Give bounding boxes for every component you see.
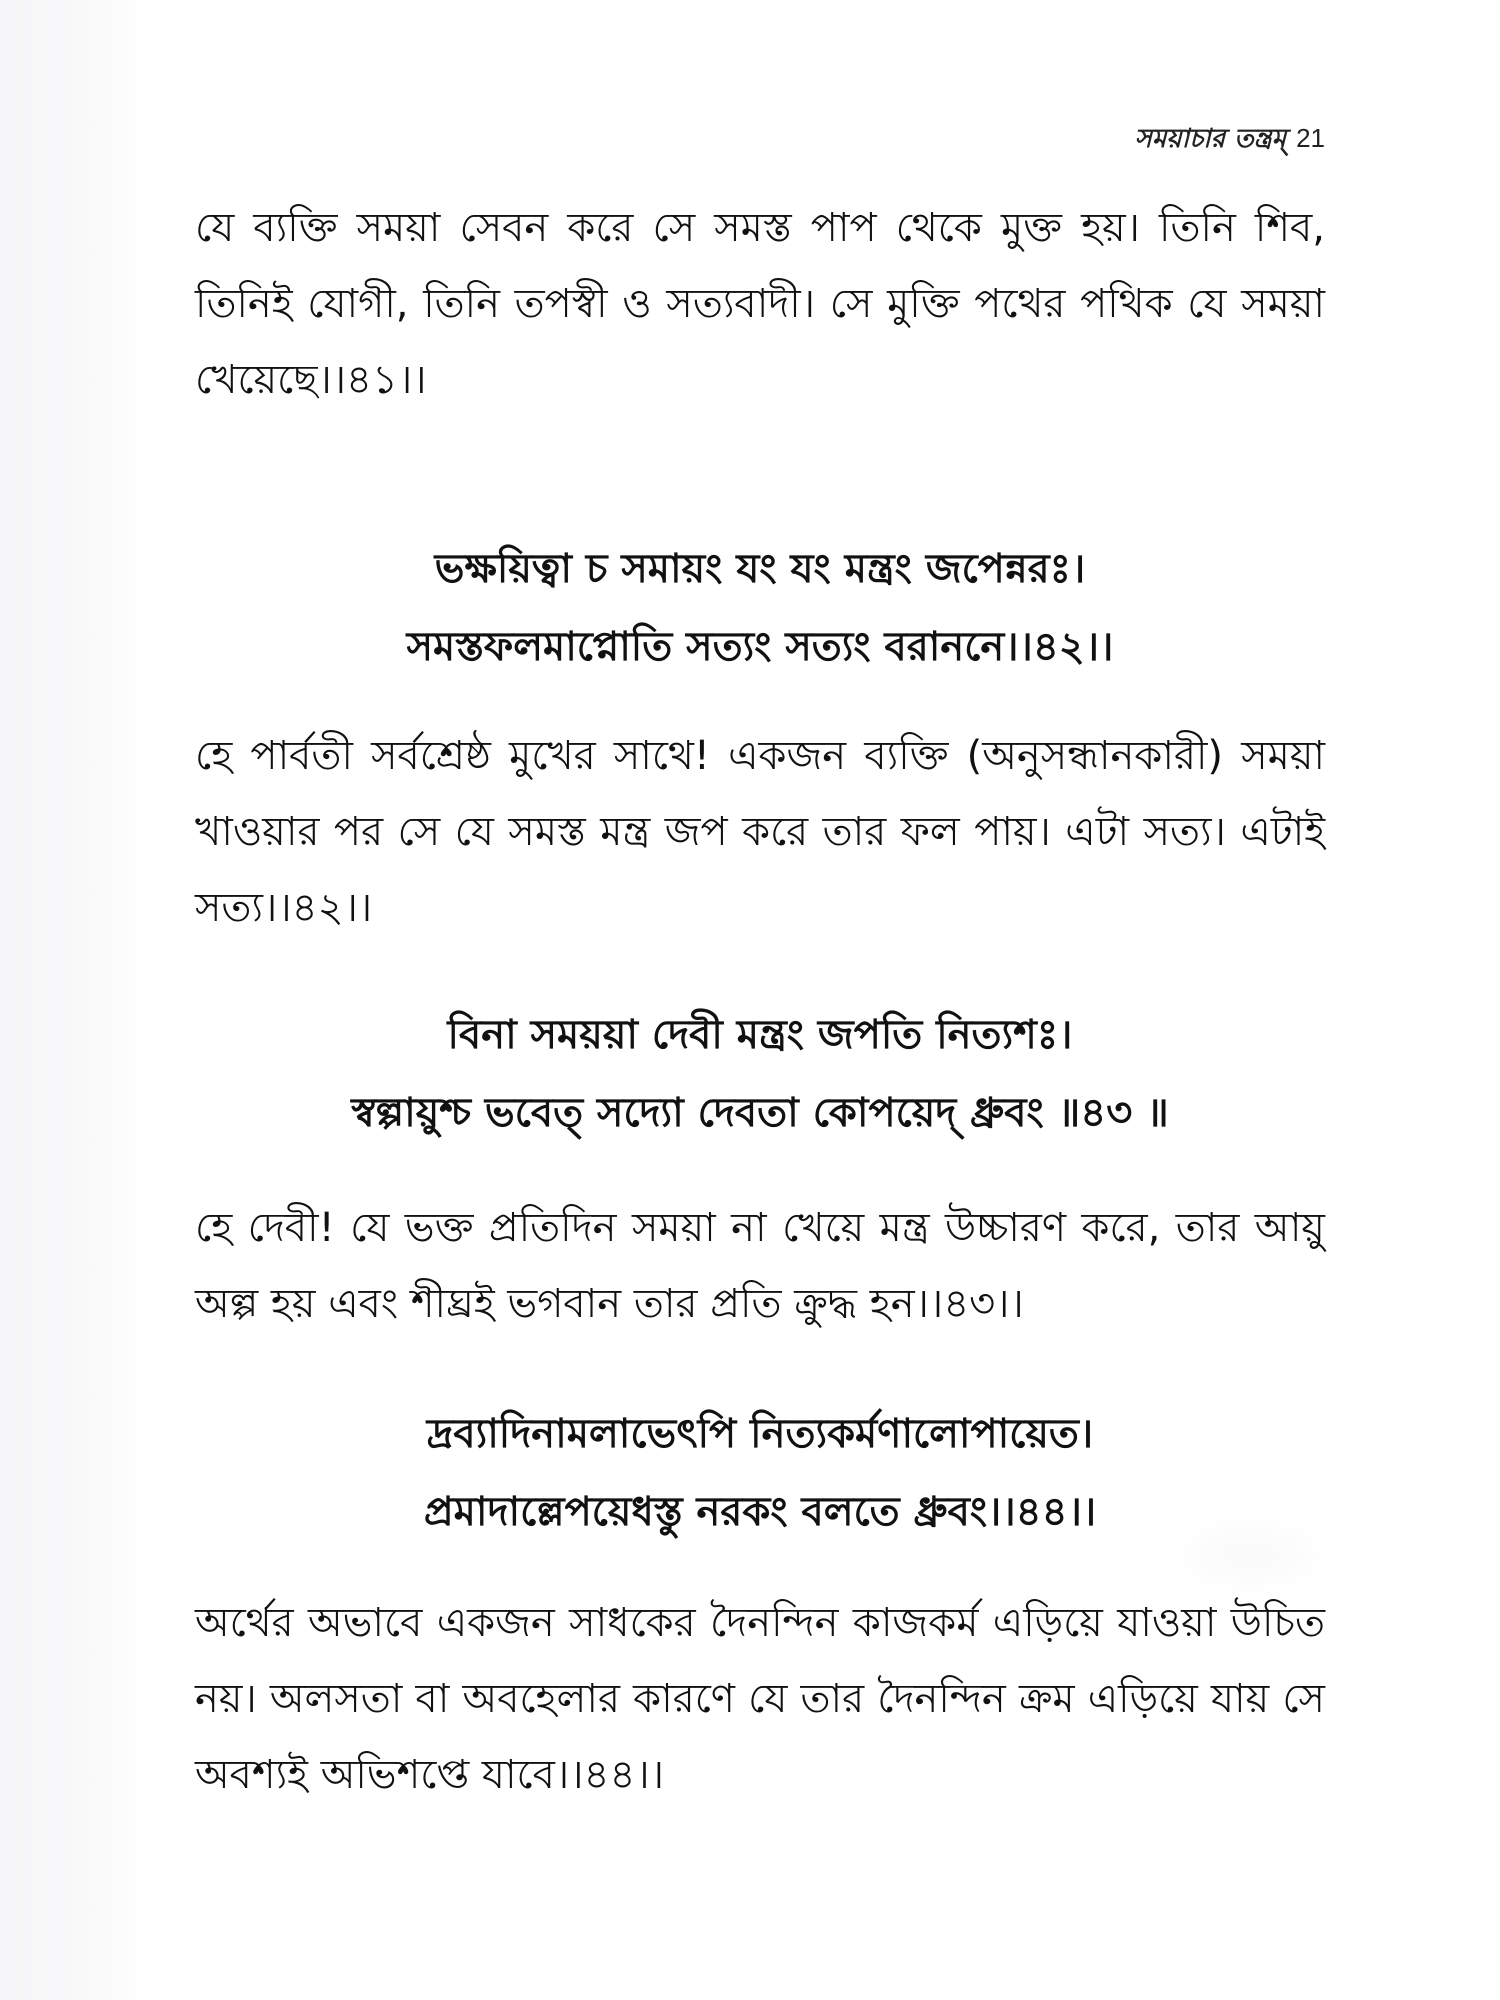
page-gutter-shade [0,0,150,2000]
verse-43-line-1: বিনা সময়য়া দেবী মন্ত্রং জপতি নিত্যশঃ। [447,1012,1073,1058]
verse-42-line-1: ভক্ষয়িত্বা চ সমায়ং যং যং মন্ত্রং জপেন্নরঃ। [434,546,1086,592]
translation-paragraph-43: হে দেবী! যে ভক্ত প্রতিদিন সময়া না খেয়ে মন্ত্র উচ্চারণ করে, তার আয়ু অল্প হয় এবং শীঘ্রই ভগবান তার প্রতি ক্রুদ্ধ হন।।৪৩।। [195,1205,1325,1327]
translation-paragraph-42: হে পার্বতী সর্বশ্রেষ্ঠ মুখের সাথে! একজন ব্যক্তি (অনুসন্ধানকারী) সময়া খাওয়ার পর সে যে সমস্ত মন্ত্র জপ করে তার ফল পায়। এটা সত্য। এটাই সত্য।।৪২।। [195,733,1325,931]
verse-44 [195,1395,1325,1551]
verse-44-line-2: প্রমাদাল্লেপয়েধস্তু নরকং বলতে ধ্রুবং।।৪৪।। [423,1489,1097,1535]
verse-43 [195,996,1325,1152]
translation-paragraph-44: অর্থের অভাবে একজন সাধকের দৈনন্দিন কাজকর্ম এড়িয়ে যাওয়া উচিত নয়। অলসতা বা অবহেলার কারণে যে তার দৈনন্দিন ক্রম এড়িয়ে যায় সে অবশ্যই অভিশপ্তে যাবে।।৪৪।। [195,1600,1325,1798]
running-title: সময়াচার তন্ত্রম্ [1134,124,1287,154]
verse-43-line-2: স্বল্পায়ুশ্চ ভবেত্ সদ্যো দেবতা কোপয়েদ্ ধ্রুবং ॥৪৩ ॥ [351,1090,1169,1136]
verse-44-line-1: দ্রব্যাদিনামলাভেৎপি নিত্যকর্মণালোপায়েত। [426,1411,1094,1457]
verse-42-line-2: সমস্তফলমাপ্নোতি সত্যং সত্যং বরাননে।।৪২।। [406,624,1114,670]
running-header [1135,122,1325,155]
page-number: 21 [1296,123,1325,153]
translation-paragraph-41: যে ব্যক্তি সময়া সেবন করে সে সমস্ত পাপ থেকে মুক্ত হয়। তিনি শিব, তিনিই যোগী, তিনি তপস্বী ও সত্যবাদী। সে মুক্তি পথের পথিক যে সময়া খেয়েছে।।৪১।। [195,205,1325,403]
verse-42 [195,530,1325,686]
